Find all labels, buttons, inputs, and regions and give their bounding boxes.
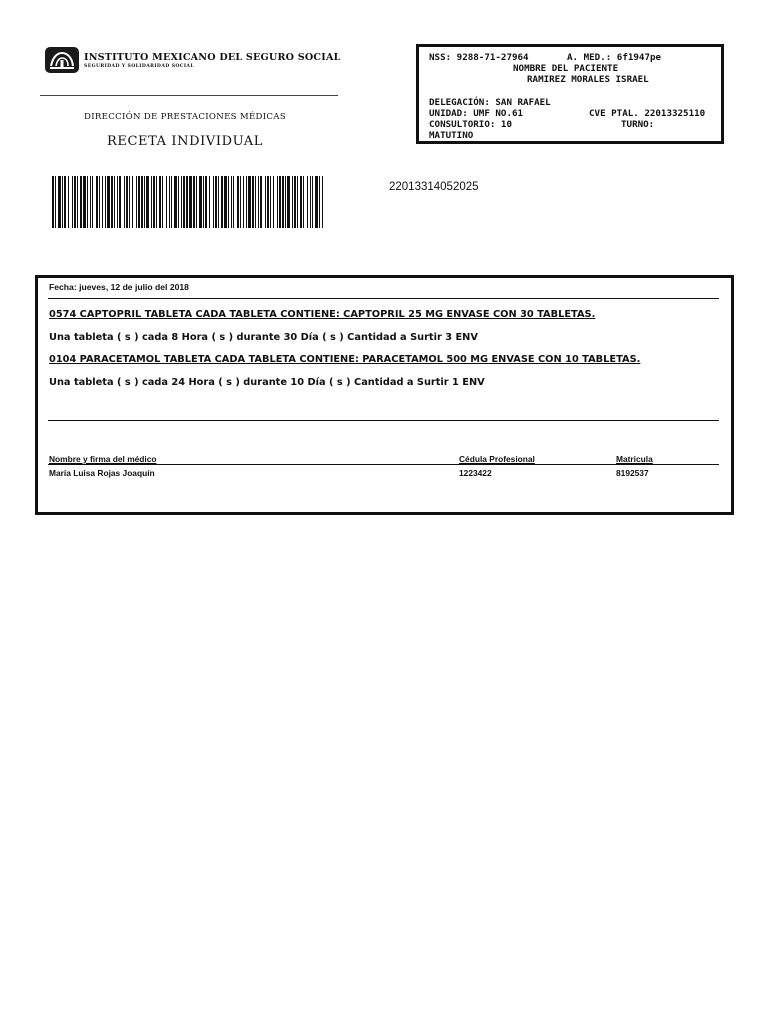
nss-field: NSS: 9288-71-27964 xyxy=(429,52,529,63)
consultorio-field: CONSULTORIO: 10 xyxy=(429,119,512,130)
signature-divider xyxy=(48,420,719,421)
cve-ptal-field: CVE PTAL. 22013325110 xyxy=(589,108,706,119)
turno-value: MATUTINO xyxy=(429,130,474,141)
unidad-field: UNIDAD: UMF NO.61 xyxy=(429,108,524,119)
institution-name: INSTITUTO MEXICANO DEL SEGURO SOCIAL xyxy=(84,52,341,63)
imss-emblem-icon xyxy=(44,46,80,74)
medication-dosage: Una tableta ( s ) cada 24 Hora ( s ) durante 10 Día ( s ) Cantidad a Surtir 1 ENV xyxy=(49,377,485,388)
medication-dosage: Una tableta ( s ) cada 8 Hora ( s ) durante 30 Día ( s ) Cantidad a Surtir 3 ENV xyxy=(49,332,478,343)
cedula-label: Cédula Profesional xyxy=(459,454,535,464)
patient-name-label: NOMBRE DEL PACIENTE xyxy=(513,63,619,74)
date-divider xyxy=(48,298,719,299)
institution-tagline: SEGURIDAD Y SOLIDARIDAD SOCIAL xyxy=(84,64,194,69)
prescription-panel xyxy=(35,275,734,515)
delegacion-field: DELEGACIÓN: SAN RAFAEL xyxy=(429,97,551,108)
document-title: RECETA INDIVIDUAL xyxy=(107,134,263,149)
matricula-value: 8192537 xyxy=(616,468,649,478)
patient-name: RAMIREZ MORALES ISRAEL xyxy=(527,74,649,85)
barcode-number: 22013314052025 xyxy=(389,181,479,193)
imss-logo xyxy=(44,46,341,76)
doctor-name-label: Nombre y firma del médico xyxy=(49,454,157,464)
turno-label: TURNO: xyxy=(621,119,655,130)
matricula-label: Matricula xyxy=(616,454,653,464)
header-divider xyxy=(40,95,338,96)
patient-info-box xyxy=(416,44,724,144)
department-heading: DIRECCIÓN DE PRESTACIONES MÉDICAS xyxy=(84,112,286,122)
a-med-field: A. MED.: 6f1947pe xyxy=(567,52,662,63)
signature-underline xyxy=(48,464,719,465)
medication-title: 0104 PARACETAMOL TABLETA CADA TABLETA CONTIENE: PARACETAMOL 500 MG ENVASE CON 10 TABLETAS. xyxy=(49,354,641,365)
medication-title: 0574 CAPTOPRIL TABLETA CADA TABLETA CONTIENE: CAPTOPRIL 25 MG ENVASE CON 30 TABLETAS. xyxy=(49,309,596,320)
doctor-name: María Luisa Rojas Joaquín xyxy=(49,468,155,478)
barcode-image xyxy=(52,176,324,228)
prescription-date: Fecha: jueves, 12 de julio del 2018 xyxy=(49,282,189,292)
cedula-value: 1223422 xyxy=(459,468,492,478)
